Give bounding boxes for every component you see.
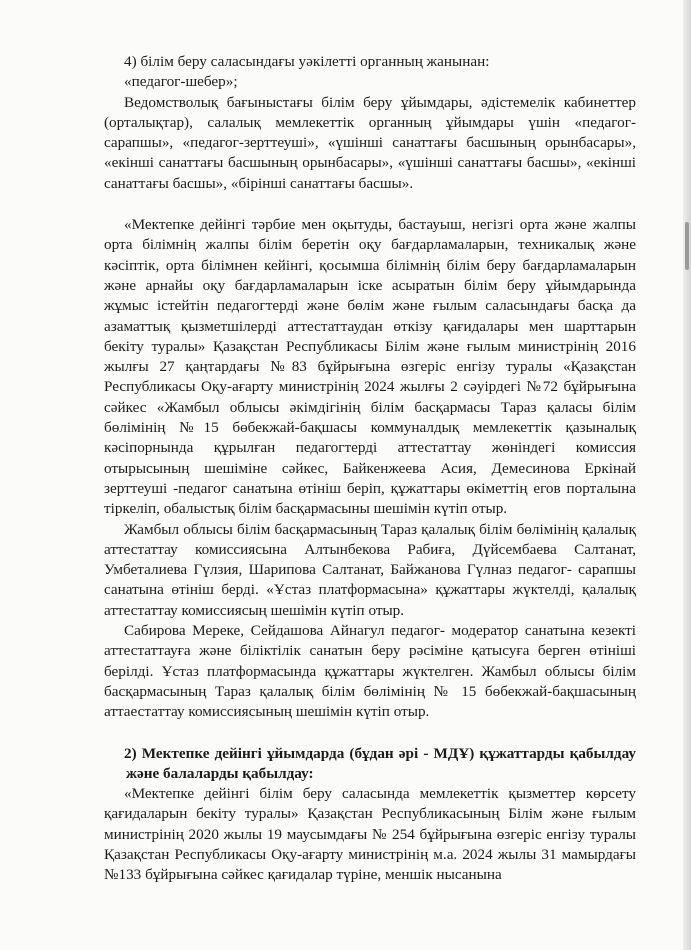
paragraph-moderator-category: Сабирова Мереке, Сейдашова Айнагул педагог- модератор санатына кезекті аттестаттауға және біліктілік санатын беру рәсіміне қатысуға берген өтініші берілді. Ұстаз платформасында құжаттары жүктелген. Жамбыл облысы білім басқармасының Тараз қалалық білім бөлімінің № 15 бөбекжай-бақшасының аттаестаттау комиссиясының шешімін күтіп отыр. [104,622,636,721]
paragraph-departmental: Ведомстволық бағыныстағы білім беру ұйымдары, әдістемелік кабинеттер (орталықтар), салалық мемлекеттік органның ұйымдары үшін «педагог-сарапшы», «педагог-зерттеуші», «үшінші санаттағы басшының орынбасары», «екінші санаттағы басшының орынбасары», «үшінші санаттағы басшы», «екінші санаттағы басшы», «бірінші санаттағы басшы». [104,93,636,192]
item-4-title: «педагог-шебер»; [124,73,238,91]
paragraph-city-commission: Жамбыл облысы білім басқармасының Тараз қалалық білім бөлімінің қалалық аттестаттау комиссиясына Алтынбекова Рабиға, Дүйсембаева Салтанат, Умбеталиева Гүлзия, Шарипова Салтанат, Байжанова Гүлназ педагог- сарапшы санатына өтініш берді. «Ұстаз платформасына» құжаттары жүктелді, қалалық аттестаттау комиссиясың шешімін күтіп отыр. [104,520,636,619]
page-edge-shadow [683,0,691,950]
section-heading-2: 2) Мектепке дейінгі ұйымдарда (бұдан әрі - МДҰ) құжаттарды қабылдау және балаларды қабылдау: [124,744,636,782]
item-4-line: 4) білім беру саласындағы уәкілетті органның жанынан: [124,53,490,70]
paragraph-attestation-rules: «Мектепке дейінгі тәрбие мен оқытуды, бастауыш, негізгі орта және жалпы орта білімнің жалпы білім беретін оқу бағдарламаларын, техникалық және кәсіптік, орта білімнен кейінгі, қосымша білімнің білім беру бағдарламаларын және арнайы оқу бағдарламаларын іске асыратын білім беру ұйымдарында жұмыс істейтін педагогтерді және бөлім және ғылым саласындағы басқа да азаматтық қызметшілерді аттестаттаудан өткізу қағидалары мен шарттарын бекіту туралы» Қазақстан Республикасы Білім және ғылым министрінің 2016 жылғы 27 қаңтардағы №83 бұйрығына өзгеріс енгізу туралы «Қазақстан Республикасы Оқу-ағарту министрінің 2024 жылғы 2 сәуірдегі №72 бұйрығына сәйкес «Жамбыл облысы әкімдігінің білім басқармасы Тараз қаласы білім бөлімінің №15 бөбекжай-бақшасы коммуналдық мемлекеттік қазыналық кәсіпорнында құрылған педагогтерді аттестаттау жөніндегі комиссия отырысының шешіміне сәйкес, Байкенжеева Асия, Демесинова Еркінай зерттеуші -педагог санатына өтініш беріп, құжаттары өкіметтің егов порталына тіркеліп, обалыстық білім басқармасыны шешімін күтіп отыр. [104,216,636,518]
scrollbar-thumb[interactable] [685,222,689,270]
document-body [104,52,636,886]
paragraph-state-services-rules: «Мектепке дейінгі білім беру саласында мемлекеттік қызметтер көрсету қағидаларын бекіту туралы» Қазақстан Республикасының Білім және ғылым министрінің 2020 жылы 19 маусымдағы № 254 бұйрығына өзгеріс енгізу туралы Қазақстан Республикасы Оқу-ағарту министрінің м.а. 2024 жылы 31 мамырдағы №133 бұйрығына сәйкес қағидалар түріне, меншік нысанына [104,785,636,884]
